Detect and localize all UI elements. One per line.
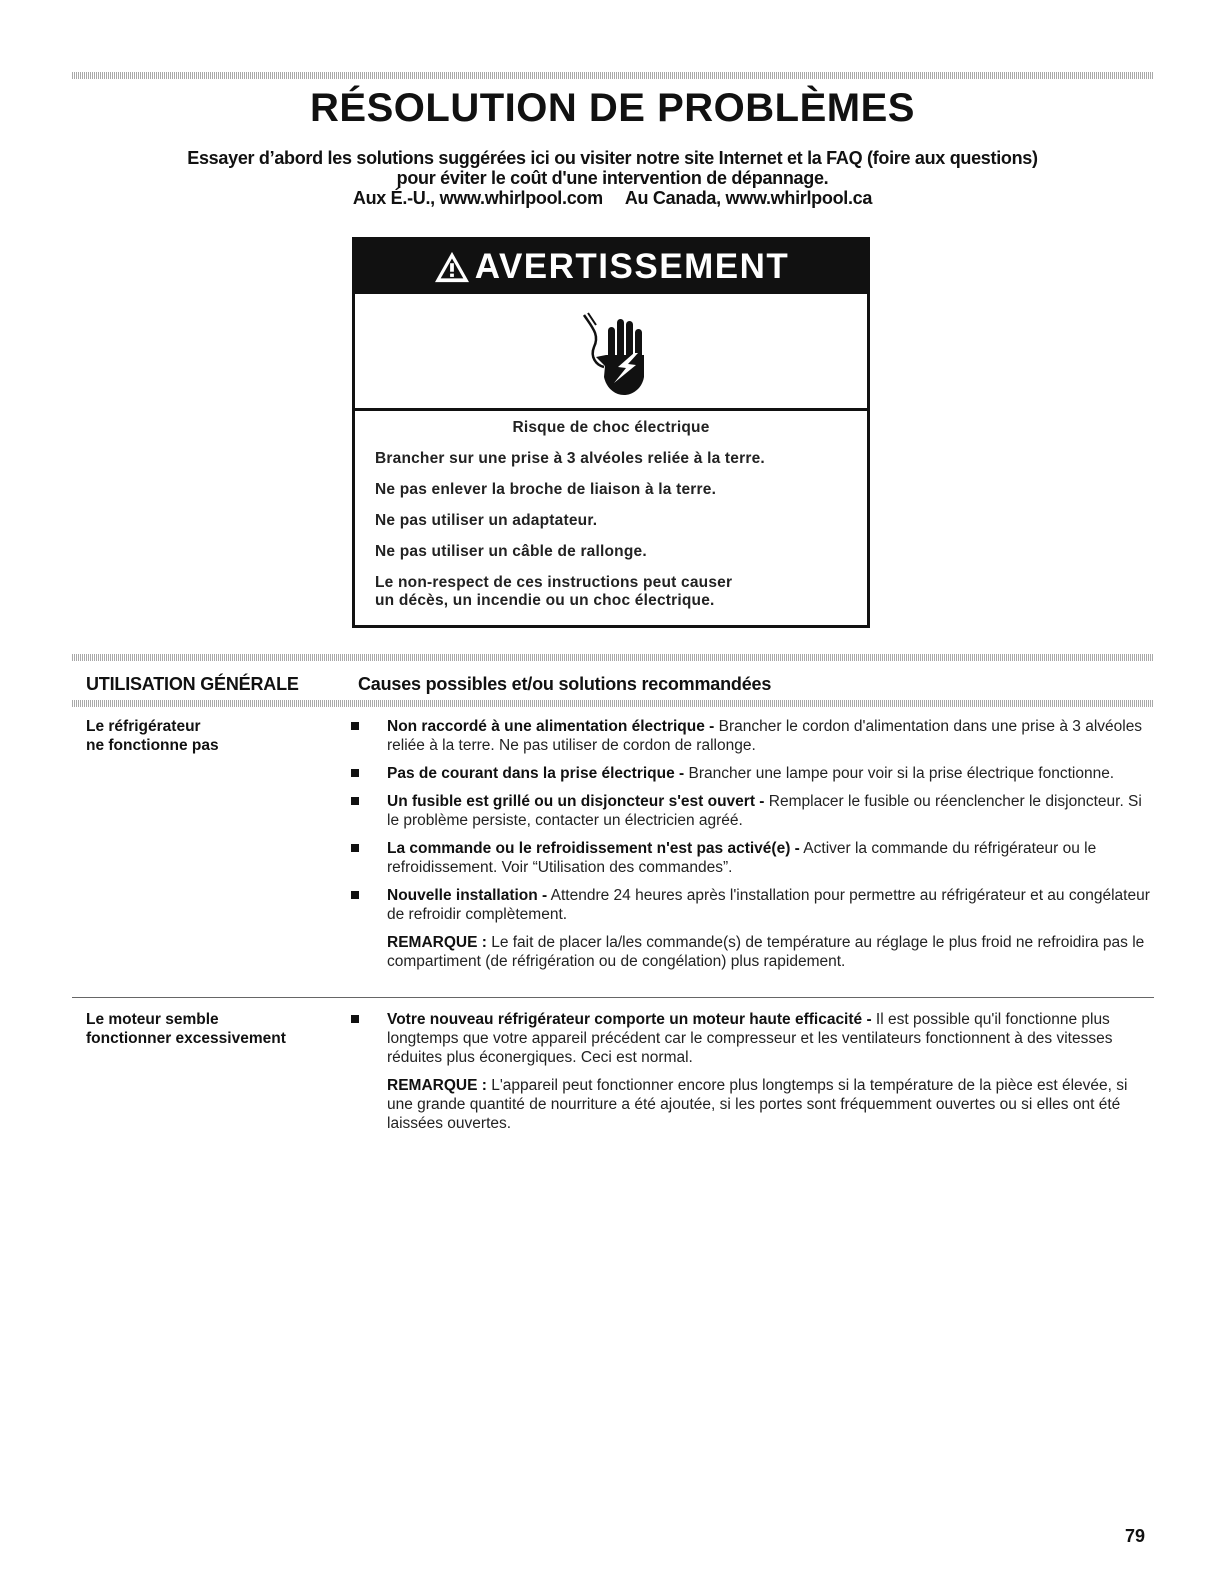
bullet-square-icon [351, 1015, 359, 1023]
note: REMARQUE : L'appareil peut fonctionner encore plus longtemps si la température de la pièce est élevée, si une grande quantité de nourriture a été ajoutée, si les portes sont fréquemment ouvertes ou si elles ont été laissées ouvertes. [387, 1077, 1128, 1132]
table-header-dotted-rule [72, 700, 1154, 707]
list-item: Non raccordé à une alimentation électrique - Brancher le cordon d'alimentation dans une prise à 3 alvéoles reliée à la terre. Ne pas utiliser de cordon de rallonge. [342, 717, 1152, 755]
solutions-list [342, 717, 1152, 971]
bullet-square-icon [351, 891, 359, 899]
warning-text [355, 411, 867, 610]
list-item: Pas de courant dans la prise électrique - Brancher une lampe pour voir si la prise électrique fonctionne. [342, 764, 1152, 783]
note: REMARQUE : Le fait de placer la/les commande(s) de température au réglage le plus froid ne refroidira pas le compartiment (de réfrigération ou de congélation) plus rapidement. [387, 934, 1145, 970]
warning-line: Ne pas utiliser un câble de rallonge. [375, 543, 647, 560]
warning-hazard-title: Risque de choc électrique [512, 419, 710, 436]
page-title: RÉSOLUTION DE PROBLÈMES [310, 86, 915, 130]
column-header-general-use: UTILISATION GÉNÉRALE [86, 674, 299, 694]
warning-line: un décès, un incendie ou un choc électrique. [375, 592, 715, 609]
intro-line-1: Essayer d’abord les solutions suggérées ici ou visiter notre site Internet et la FAQ (foire aux questions) [187, 148, 1038, 168]
list-item: La commande ou le refroidissement n'est pas activé(e) - Activer la commande du réfrigérateur ou le refroidissement. Voir “Utilisation des commandes”. [342, 839, 1152, 877]
warning-header [355, 240, 867, 294]
electric-shock-hand-icon [566, 305, 656, 397]
problem-title: Le moteur semble fonctionner excessivement [86, 1011, 286, 1047]
warning-pictogram-area [355, 294, 867, 411]
solutions-list [342, 1010, 1152, 1133]
warning-box [352, 237, 870, 628]
warning-line: Ne pas utiliser un adaptateur. [375, 512, 598, 529]
list-item: Un fusible est grillé ou un disjoncteur s'est ouvert - Remplacer le fusible ou réenclencher le disjoncteur. Si le problème persiste, contacter un électricien agréé. [342, 792, 1152, 830]
canada-website-text: Au Canada, www.whirlpool.ca [624, 188, 873, 208]
top-dotted-rule [72, 72, 1154, 79]
bullet-square-icon [351, 844, 359, 852]
row-separator [72, 997, 1154, 998]
us-website-text: Aux É.-U., www.whirlpool.com [352, 188, 603, 208]
warning-line: Brancher sur une prise à 3 alvéoles reliée à la terre. [375, 450, 765, 467]
bullet-square-icon [351, 769, 359, 777]
warning-line: Ne pas enlever la broche de liaison à la terre. [375, 481, 717, 498]
warning-line: Le non-respect de ces instructions peut causer [375, 574, 733, 591]
warning-header-text: AVERTISSEMENT [474, 247, 790, 286]
bullet-square-icon [351, 797, 359, 805]
problem-title: Le réfrigérateur ne fonctionne pas [86, 718, 219, 754]
intro-line-3 [0, 188, 1225, 209]
warning-triangle-icon [433, 250, 471, 284]
list-item: Nouvelle installation - Attendre 24 heures après l'installation pour permettre au réfrigérateur et au congélateur de refroidir complètement. [342, 886, 1152, 924]
list-item: Votre nouveau réfrigérateur comporte un moteur haute efficacité - Il est possible qu'il fonctionne plus longtemps que votre appareil précédent car le compresseur et les ventilateurs fonctionnent à des vitesses réduites plus éconergiques. Ceci est normal. [342, 1010, 1152, 1067]
table-top-dotted-rule [72, 654, 1154, 661]
bullet-square-icon [351, 722, 359, 730]
intro-line-2: pour éviter le coût d'une intervention de dépannage. [396, 168, 829, 188]
column-header-causes-solutions: Causes possibles et/ou solutions recommandées [358, 674, 772, 694]
page-number: 79 [1125, 1526, 1146, 1546]
